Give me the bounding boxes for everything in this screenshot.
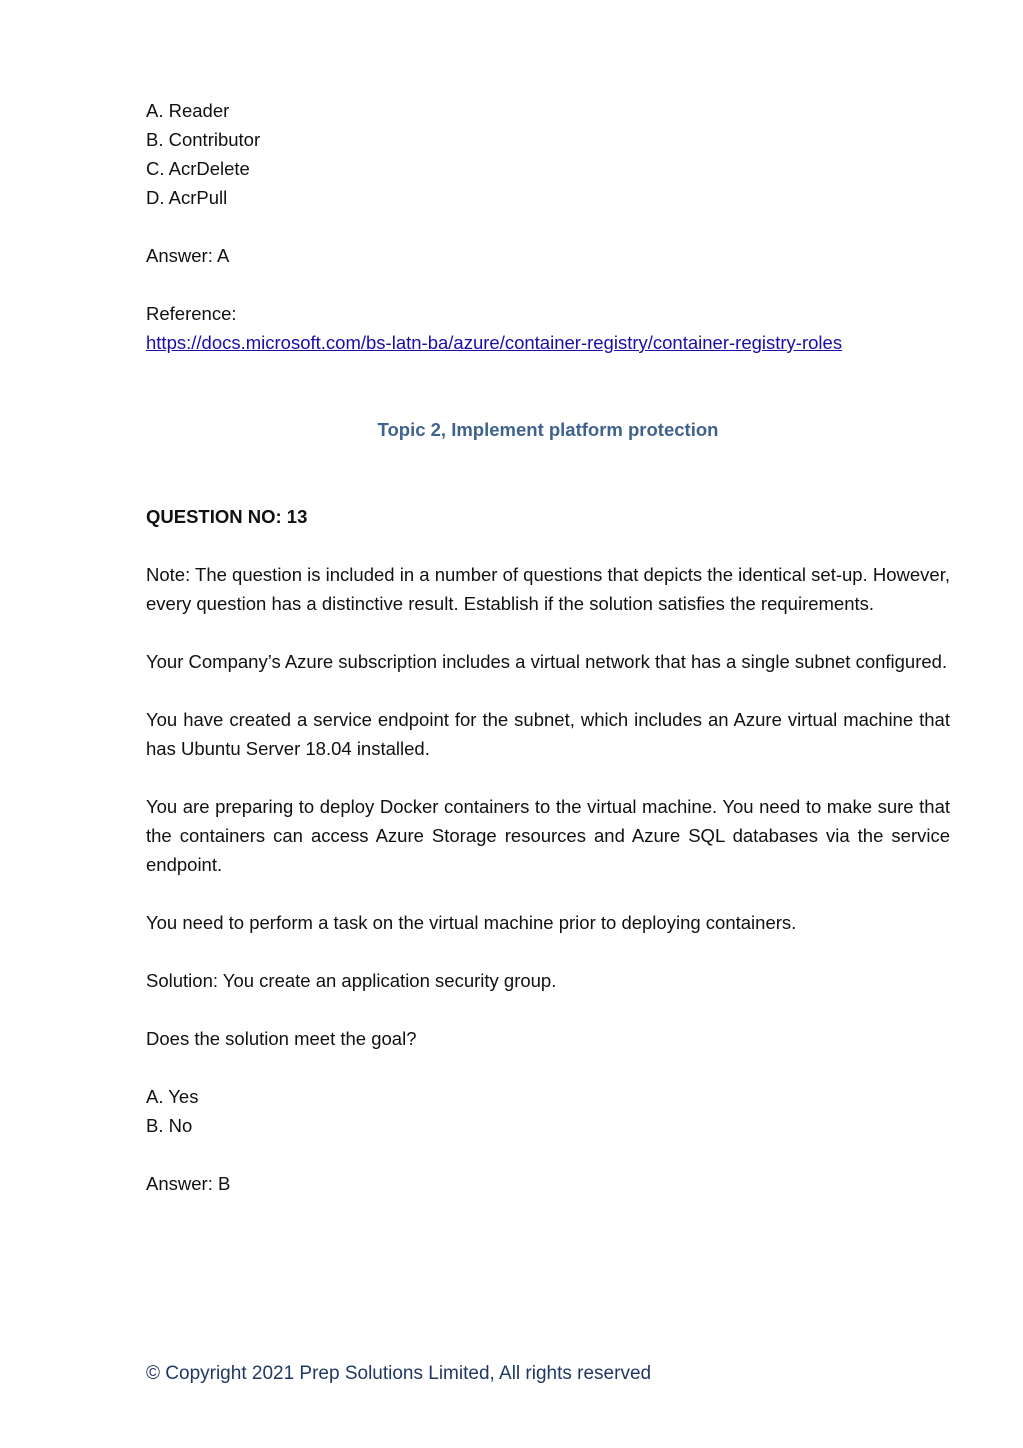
- spacer: [146, 676, 950, 705]
- question-note: Note: The question is included in a number of questions that depicts the identical set-up. However, every question has a distinctive result. Establish if the solution satisfies the requirements.: [146, 564, 950, 614]
- question-option-a: A. Yes: [146, 1086, 199, 1107]
- spacer: [146, 995, 950, 1024]
- prev-option-c: C. AcrDelete: [146, 158, 250, 179]
- spacer: [146, 1053, 950, 1082]
- prev-option-d: D. AcrPull: [146, 187, 228, 208]
- copyright-footer: © Copyright 2021 Prep Solutions Limited, All rights reserved: [146, 1363, 652, 1384]
- question-options-list: [146, 1082, 950, 1140]
- question-scenario-docker: You are preparing to deploy Docker containers to the virtual machine. You need to make sure that the containers can access Azure Storage resources and Azure SQL databases via the service endpoint.: [146, 796, 950, 875]
- prev-option-b: B. Contributor: [146, 129, 261, 150]
- spacer: [146, 879, 950, 908]
- question-title: QUESTION NO: 13: [146, 506, 308, 527]
- spacer: [146, 937, 950, 966]
- spacer: [146, 270, 950, 299]
- question-scenario-endpoint: You have created a service endpoint for the subnet, which includes an Azure virtual machine that has Ubuntu Server 18.04 installed.: [146, 709, 950, 759]
- question-solution: Solution: You create an application security group.: [146, 970, 557, 991]
- reference-link[interactable]: https://docs.microsoft.com/bs-latn-ba/azure/container-registry/container-registry-roles: [146, 332, 843, 353]
- question-option-b: B. No: [146, 1115, 193, 1136]
- question-prompt: Does the solution meet the goal?: [146, 1028, 417, 1049]
- prev-option-a: A. Reader: [146, 100, 230, 121]
- question-scenario-subscription: Your Company’s Azure subscription includes a virtual network that has a single subnet configured.: [146, 651, 948, 672]
- question-answer: Answer: B: [146, 1173, 231, 1194]
- topic-heading: Topic 2, Implement platform protection: [377, 419, 719, 440]
- spacer: [146, 618, 950, 647]
- page-content: [146, 96, 950, 1198]
- reference-label: Reference:: [146, 303, 237, 324]
- prev-answer: Answer: A: [146, 245, 230, 266]
- spacer: [146, 1140, 950, 1169]
- prev-options-list: [146, 96, 950, 212]
- spacer: [146, 531, 950, 560]
- spacer: [146, 763, 950, 792]
- question-task: You need to perform a task on the virtual machine prior to deploying containers.: [146, 912, 797, 933]
- spacer: [146, 212, 950, 241]
